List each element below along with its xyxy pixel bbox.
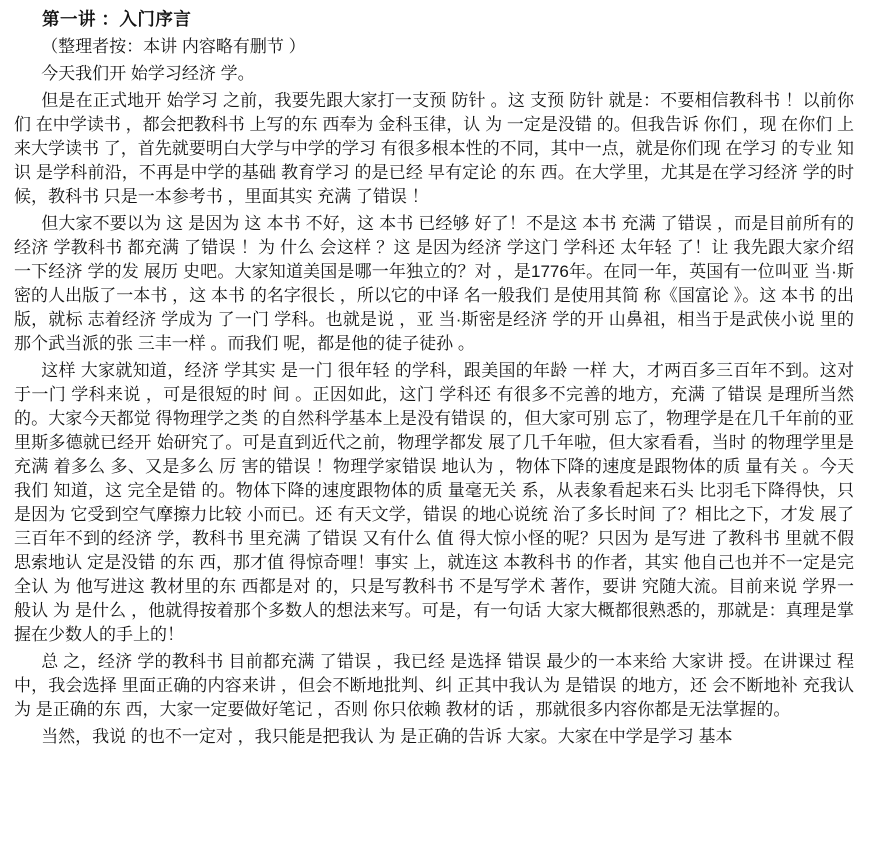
paragraph-summary: 总 之，经济 学的教科书 目前都充满 了错误 ，我已经 是选择 错误 最少的一本来给 大家讲 授。在讲课过 程中，我会选择 里面正确的内容来讲 ，但会不断地批判、纠 正其中我认为 是错误 的地方，还 会不断地补 充我认为 是正确的东 西，大家一定要做好笔记 ，否则 你只依赖 教材的话 ，那就很多内容你都是无法掌握的。 (14, 652, 854, 719)
paragraph-closing: 当然，我说 的也不一定对 ，我只能是把我认 为 是正确的告诉 大家。大家在中学是学习 基本 (41, 727, 733, 746)
paragraph-young-discipline: 这样 大家就知道，经济 学其实 是一门 很年轻 的学科，跟美国的年龄 一样 大，才两百多三百年不到。这对 于一门 学科来说 ，可是很短的时 间 。正因如此，这门 学科还 有很多不完善的地方，充满 了错误 是理所当然的。大家今天都觉 得物理学之类 的自然科学基本上是没有错误 的，但大家可别 忘了，物理学是在几千年前的亚 里斯多德就已经开 始研究了。可是直到近代之前，物理学都发 展了几千年啦，但大家看看，当时 的物理学里是充满 着多么 多、又是多么 厉 害的错误 ！物理学家错误 地认为 ，物体下降的速度是跟物体的质 量有关 。今天我们 知道，这 完全是错 的。物体下降的速度跟物体的质 量毫无关 系，从表象看起来石头 比羽毛下降得快，只是因为 它受到空气摩擦力比较 小而已。还 有天文学，错误 的地心说统 治了多长时间 了？相比之下，才发 展了三百年不到的经济 学，教科书 里充满 了错误 又有什么 值 得大惊小怪的呢？只因为 是写进 了教科书 里就不假思索地认 定是没错 的东 西，那才值 得惊奇哩！事实 上，就连这 本教科书 的作者，其实 他自己也并不一定是完全认 为 他写进这 教材里的东 西都是对 的，只是写教科书 不是写学术 著作，要讲 究随大流。目前来说 学界一般认 为 是什么 ，他就得按着那个多数人的想法来写。可是，有一句话 大家大概都很熟悉的，那就是：真理是掌握在少数人的手上的！ (14, 361, 854, 644)
paragraph-intro: 今天我们开 始学习经济 学。 (41, 64, 255, 83)
editor-note: （整理者按：本讲 内容略有删节 ） (41, 37, 306, 56)
paragraph-economics-history: 但大家不要以为 这 是因为 这 本书 不好，这 本书 已经够 好了！不是这 本书 充满 了错误 ，而是目前所有的经济 学教科书 都充满 了错误 ！为 什么 会这样 ？这 是因为经济 学这门 学科还 太年轻 了！让 我先跟大家介绍 一下经济 学的发 展历 史吧。大家知道美国是哪一年独立的？对 ，是1776年。在同一年，英国有一位叫亚 当·斯密的人出版了一本书 ，这 本书 的名字很长 ，所以它的中译 名一般我们 是使用其简 称《国富论 》。这 本书 的出版，就标 志着经济 学成为 了一门 学科。也就是说 ，亚 当·斯密是经济 学的开 山鼻祖，相当于是武侠小说 里的那个武当派的张 三丰一样 。而我们 呢，都是他的徒子徒孙 。 (14, 214, 854, 353)
paragraph-warning-textbooks: 但是在正式地开 始学习 之前，我要先跟大家打一支预 防针 。这 支预 防针 就是：不要相信教科书 ！以前你们 在中学读书 ，都会把教科书 上写的东 西奉为 金科玉律，认 为 一定是没错 的。但我告诉 你们 ，现 在你们 上来大学读书 了，首先就要明白大学与中学的学习 有很多根本性的不同，其中一点，就是你们现 在学习 的专业 知识 是学科前沿，不再是中学的基础 教育学习 的是已经 早有定论 的东 西。在大学里，尤其是在学习经济 学的时 候，教科书 只是一本参考书 ，里面其实 充满 了错误 ！ (14, 91, 854, 206)
lecture-title: 第一讲 ：入门序言 (42, 9, 192, 29)
